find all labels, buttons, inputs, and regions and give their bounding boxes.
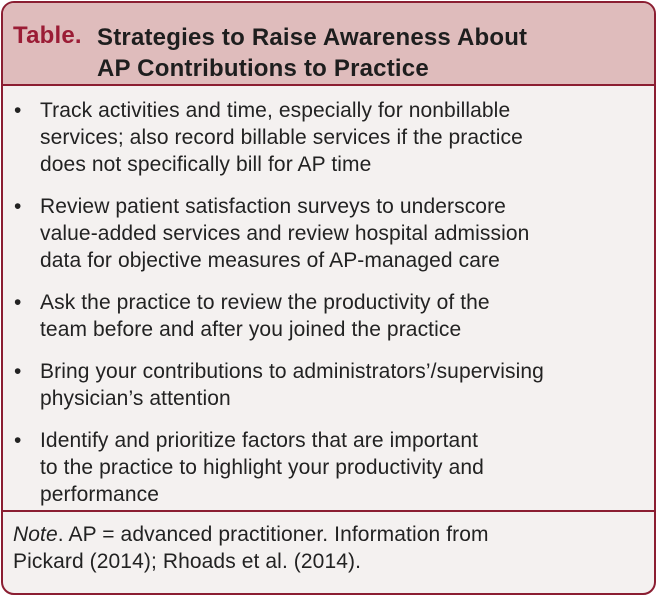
list-item-line: physician’s attention bbox=[40, 387, 231, 410]
note-divider bbox=[3, 510, 654, 512]
list-item bbox=[3, 427, 654, 508]
list-item-line: Ask the practice to review the productivity of the bbox=[40, 291, 490, 314]
list-item-line: does not specifically bill for AP time bbox=[40, 153, 372, 176]
list-item-text bbox=[40, 358, 650, 412]
list-item-text bbox=[40, 193, 650, 274]
note-line: Pickard (2014); Rhoads et al. (2014). bbox=[13, 550, 362, 573]
table-title bbox=[97, 22, 527, 84]
table-note bbox=[13, 521, 489, 575]
table-label: Table. bbox=[13, 22, 82, 49]
strategy-list bbox=[3, 97, 654, 523]
list-item-line: Identify and prioritize factors that are important bbox=[40, 429, 479, 452]
note-text: . AP = advanced practitioner. Information from bbox=[57, 523, 489, 546]
list-item-text bbox=[40, 427, 650, 508]
note-line bbox=[13, 521, 489, 548]
list-item-line: services; also record billable services if the practice bbox=[40, 126, 523, 149]
list-item bbox=[3, 289, 654, 343]
list-item bbox=[3, 193, 654, 274]
list-item-line: to the practice to highlight your productivity and bbox=[40, 456, 484, 479]
list-item-line: Track activities and time, especially for nonbillable bbox=[40, 99, 511, 122]
list-item-line: Review patient satisfaction surveys to underscore bbox=[40, 195, 506, 218]
list-item-line: team before and after you joined the practice bbox=[40, 318, 462, 341]
bullet-icon: • bbox=[14, 360, 22, 383]
list-item-text bbox=[40, 97, 650, 178]
list-item-line: data for objective measures of AP-managed care bbox=[40, 249, 500, 272]
note-label: Note bbox=[13, 523, 58, 546]
table-title-line: AP Contributions to Practice bbox=[97, 55, 429, 82]
list-item-line: value-added services and review hospital admission bbox=[40, 222, 530, 245]
strategies-table bbox=[1, 1, 656, 595]
list-item bbox=[3, 97, 654, 178]
list-item bbox=[3, 358, 654, 412]
bullet-icon: • bbox=[14, 429, 22, 452]
list-item-line: Bring your contributions to administrators’/supervising bbox=[40, 360, 544, 383]
bullet-icon: • bbox=[14, 195, 22, 218]
table-header bbox=[3, 3, 654, 86]
table-title-line: Strategies to Raise Awareness About bbox=[97, 24, 528, 51]
bullet-icon: • bbox=[14, 99, 22, 122]
bullet-icon: • bbox=[14, 291, 22, 314]
list-item-text bbox=[40, 289, 650, 343]
list-item-line: performance bbox=[40, 483, 159, 506]
